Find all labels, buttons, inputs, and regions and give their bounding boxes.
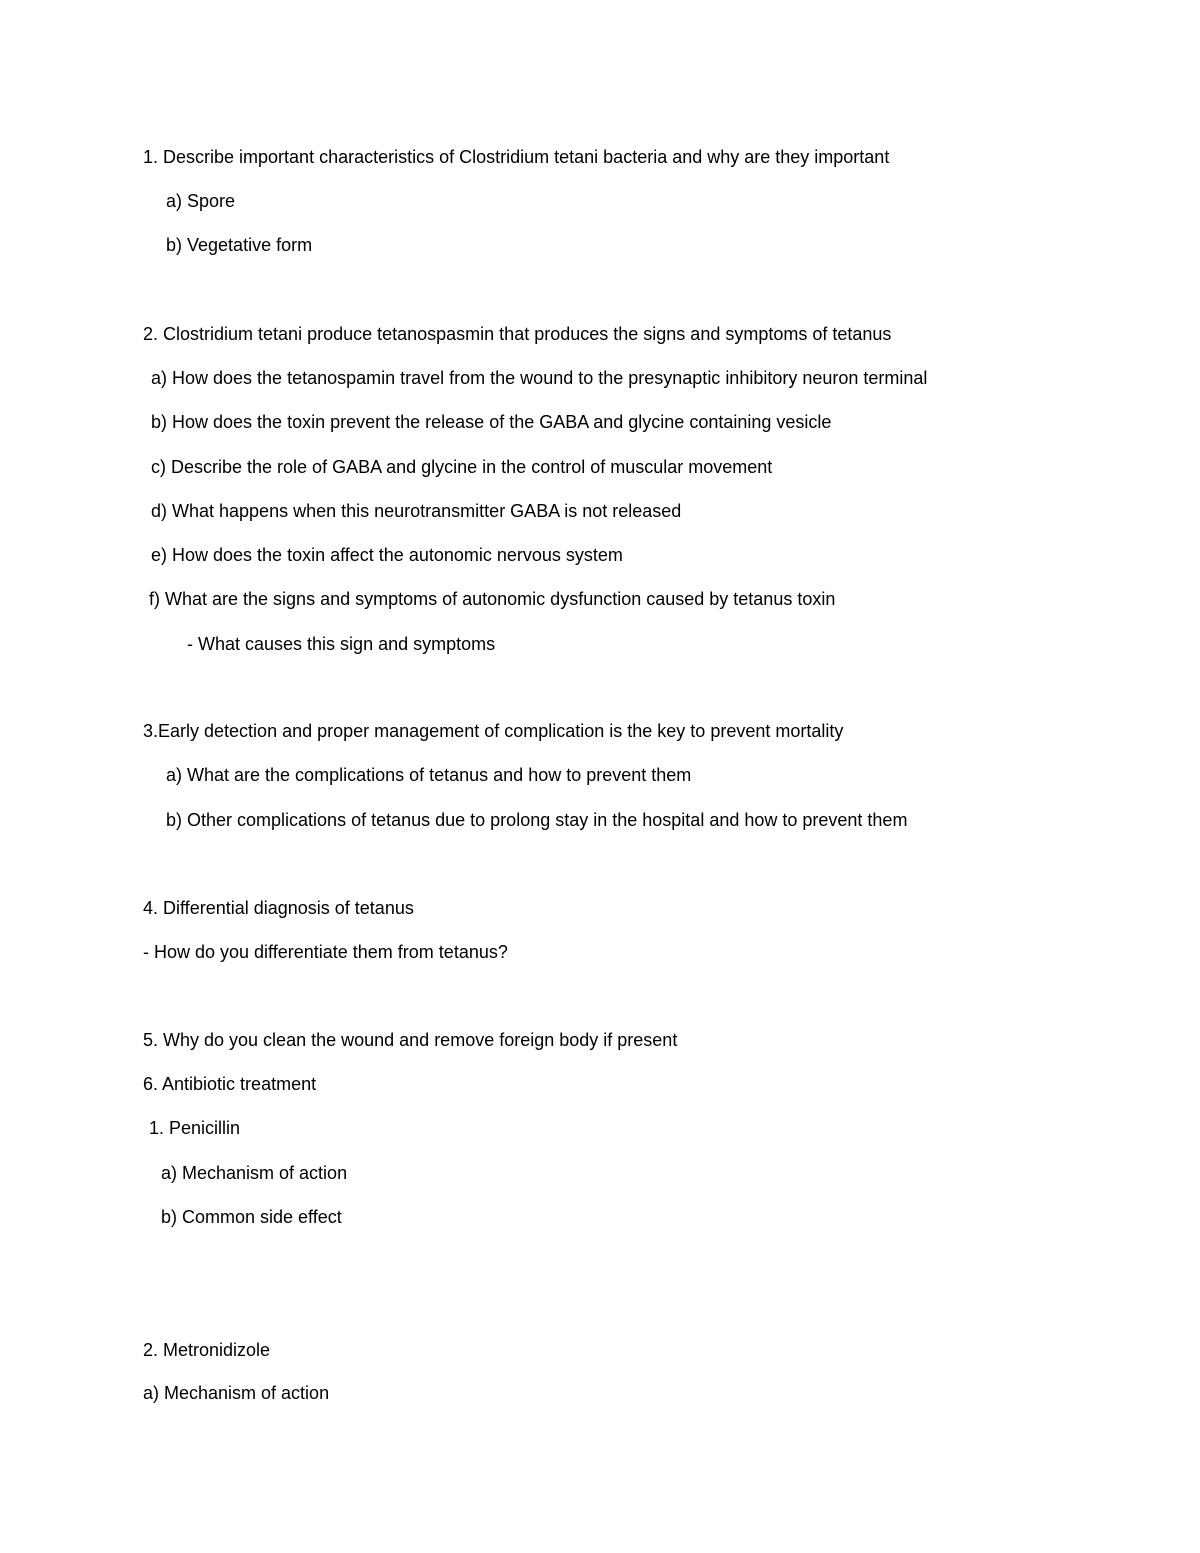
question-2-item-e: e) How does the toxin affect the autonomic nervous system bbox=[151, 545, 623, 565]
question-2-title: 2. Clostridium tetani produce tetanospasmin that produces the signs and symptoms of tetanus bbox=[143, 324, 892, 344]
penicillin-title: 1. Penicillin bbox=[149, 1118, 241, 1138]
question-2-item-f-sub: - What causes this sign and symptoms bbox=[187, 634, 496, 654]
question-1-item-b: b) Vegetative form bbox=[166, 235, 313, 255]
penicillin-item-a: a) Mechanism of action bbox=[161, 1163, 348, 1183]
question-1-item-a: a) Spore bbox=[166, 191, 236, 211]
question-3-item-b: b) Other complications of tetanus due to prolong stay in the hospital and how to prevent them bbox=[166, 810, 908, 830]
question-4-sub: - How do you differentiate them from tetanus? bbox=[143, 942, 508, 962]
question-2-item-f: f) What are the signs and symptoms of autonomic dysfunction caused by tetanus toxin bbox=[149, 589, 836, 609]
question-3-title: 3.Early detection and proper management of complication is the key to prevent mortality bbox=[143, 721, 844, 741]
question-5-title: 5. Why do you clean the wound and remove foreign body if present bbox=[143, 1030, 678, 1050]
question-3-item-a: a) What are the complications of tetanus and how to prevent them bbox=[166, 765, 692, 785]
metronidazole-title: 2. Metronidizole bbox=[143, 1340, 271, 1360]
penicillin-item-b: b) Common side effect bbox=[161, 1207, 342, 1227]
metronidazole-item-a: a) Mechanism of action bbox=[143, 1383, 330, 1403]
question-1-title: 1. Describe important characteristics of Clostridium tetani bacteria and why are they important bbox=[143, 147, 890, 167]
question-6-title: 6. Antibiotic treatment bbox=[143, 1074, 317, 1094]
question-2-item-a: a) How does the tetanospamin travel from the wound to the presynaptic inhibitory neuron terminal bbox=[151, 368, 928, 388]
question-2-item-d: d) What happens when this neurotransmitter GABA is not released bbox=[151, 501, 682, 521]
question-2-item-b: b) How does the toxin prevent the release of the GABA and glycine containing vesicle bbox=[151, 412, 832, 432]
question-2-item-c: c) Describe the role of GABA and glycine in the control of muscular movement bbox=[151, 457, 773, 477]
question-4-title: 4. Differential diagnosis of tetanus bbox=[143, 898, 414, 918]
